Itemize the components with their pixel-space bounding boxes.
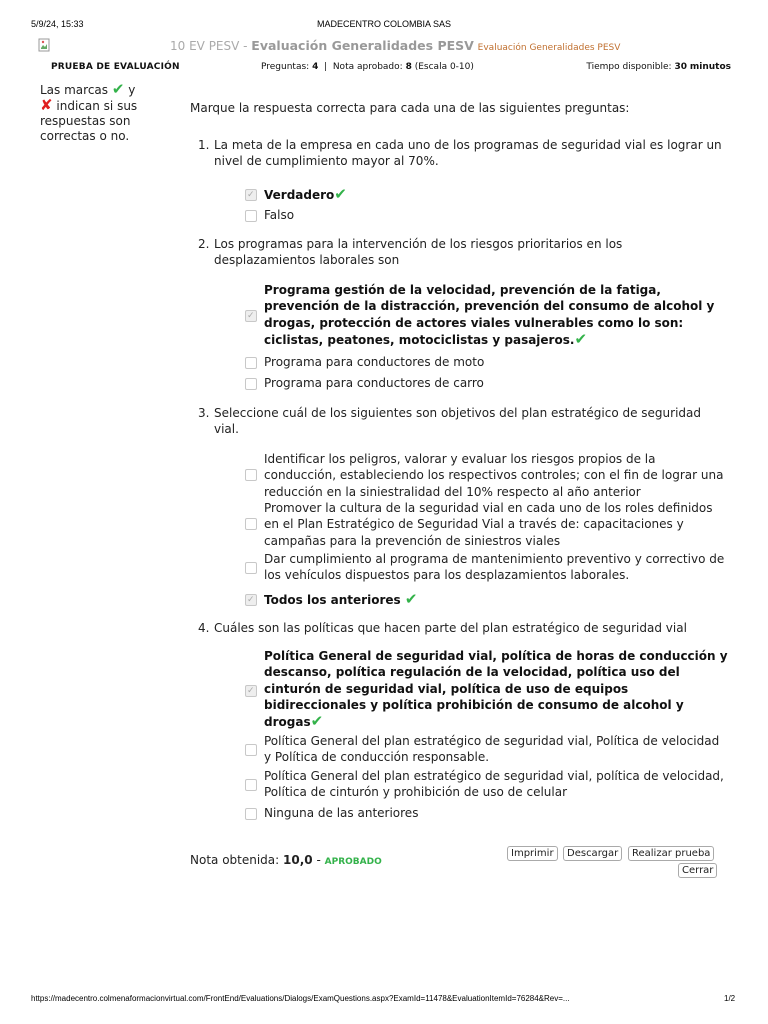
print-date: 5/9/24, 15:33 (31, 19, 84, 29)
title-course: 10 EV PESV - (170, 39, 252, 53)
answer-text: Todos los anteriores (264, 593, 401, 607)
answer-checkbox[interactable] (245, 469, 257, 481)
answer-checkbox[interactable] (245, 744, 257, 756)
answer-text: Programa para conductores de carro (264, 376, 484, 390)
grade-score: 10,0 (283, 853, 313, 867)
answer-text: Identificar los peligros, valorar y evaluar los riesgos propios de la conducción, estableciendo los respectivos controles; con el fin de lograr una reducción en la siniestralidad del 10% respecto al año anterior (264, 452, 724, 499)
time-value: 30 (674, 62, 687, 72)
print-page-number: 1/2 (724, 994, 736, 1003)
answer-checkbox[interactable] (245, 779, 257, 791)
pass-grade: 8 (405, 62, 412, 72)
grade-scale: (Escala 0-10) (414, 62, 474, 72)
grade-separator: - (316, 853, 321, 867)
title-evaluation: Evaluación Generalidades PESV (251, 38, 474, 53)
time-available (586, 62, 731, 72)
answer-checkbox[interactable] (245, 189, 257, 201)
correct-check-icon: ✔ (574, 329, 588, 348)
answer-checkbox[interactable] (245, 562, 257, 574)
question-number: 4. (198, 621, 210, 635)
answer-text: Promover la cultura de la seguridad vial en cada uno de los roles definidos en el Plan Estratégico de Seguridad Vial a través de: capacitaciones y campañas para la prevención de siniestros viales (264, 501, 713, 548)
print-button[interactable]: Imprimir (507, 846, 558, 861)
question-4 (198, 620, 724, 636)
answer-checkbox[interactable] (245, 594, 257, 606)
answer-text-line (264, 282, 728, 348)
answer-text: Ninguna de las anteriores (264, 806, 419, 820)
broken-image-icon (38, 38, 52, 52)
print-footer-url: https://madecentro.colmenaformacionvirtual.com/FrontEnd/Evaluations/Dialogs/ExamQuestions.aspx?ExamId=11478&EvaluationItemId=76284&Rev=... (31, 994, 570, 1003)
answer-checkbox[interactable] (245, 518, 257, 530)
question-number: 3. (198, 406, 210, 420)
answer-text: Política General del plan estratégico de seguridad vial, política de velocidad, Política de cinturón y prohibición de uso de celular (264, 769, 724, 800)
answer-text-line (264, 591, 728, 608)
answer-text: Programa para conductores de moto (264, 355, 485, 369)
question-2 (198, 236, 724, 268)
question-1 (198, 137, 724, 169)
answer-text: Dar cumplimiento al programa de mantenimiento preventivo y correctivo de los vehículos dispuestos para los desplazamientos laborales. (264, 552, 725, 583)
section-label: PRUEBA DE EVALUACIÓN (51, 62, 180, 72)
answer-text-line (264, 186, 728, 203)
answer-checkbox[interactable] (245, 808, 257, 820)
grade-result (190, 853, 382, 867)
question-number: 2. (198, 237, 210, 251)
pass-grade-label: Nota aprobado: (332, 62, 403, 72)
answer-text: Programa gestión de la velocidad, prevención de la fatiga, prevención de la distracción, prevención del consumo de alcohol y drogas, protección de actores viales vulnerables como lo son: ciclistas, peatones, motociclistas y pasajeros. (264, 283, 715, 347)
check-icon: ✔ (111, 80, 125, 98)
question-3 (198, 405, 724, 437)
answer-text-line (264, 648, 728, 730)
answer-checkbox[interactable] (245, 310, 257, 322)
time-label: Tiempo disponible: (586, 62, 672, 72)
marks-legend (40, 82, 150, 144)
answer-checkbox[interactable] (245, 378, 257, 390)
retake-test-button[interactable]: Realizar prueba (628, 846, 714, 861)
grade-label: Nota obtenida: (190, 853, 280, 867)
title-subtitle: Evaluación Generalidades PESV (477, 43, 621, 53)
time-unit: minutos (689, 62, 731, 72)
answer-text: Política General de seguridad vial, política de horas de conducción y descanso, política regulación de la velocidad, política uso del cinturón de seguridad vial, política de uso de equipos bidireccionales y política prohibición de consumo de alcohol y drogas (264, 649, 728, 730)
questions-count: 4 (312, 62, 319, 72)
answer-text: Política General del plan estratégico de seguridad vial, Política de velocidad y Política de conducción responsable. (264, 734, 720, 765)
legend-prefix: Las marcas (40, 83, 109, 97)
instruction-text: Marque la respuesta correcta para cada una de las siguientes preguntas: (190, 101, 630, 115)
question-text: La meta de la empresa en cada uno de los programas de seguridad vial es lograr un nivel de cumplimiento mayor al 70%. (214, 138, 722, 168)
print-org-name: MADECENTRO COLOMBIA SAS (316, 19, 452, 29)
close-button[interactable]: Cerrar (678, 863, 717, 878)
answer-checkbox[interactable] (245, 210, 257, 222)
legend-suffix: indican si sus respuestas son correctas o no. (40, 99, 138, 143)
page-title (170, 38, 620, 53)
correct-check-icon: ✔ (404, 590, 418, 608)
questions-label: Preguntas: (261, 62, 310, 72)
cross-icon: ✘ (40, 96, 53, 114)
question-number: 1. (198, 138, 210, 152)
correct-check-icon: ✔ (310, 712, 324, 731)
question-text: Los programas para la intervención de los riesgos prioritarios en los desplazamientos laborales son (214, 237, 623, 267)
correct-check-icon: ✔ (334, 185, 347, 203)
answer-text: Verdadero (264, 188, 335, 202)
question-text: Seleccione cuál de los siguientes son objetivos del plan estratégico de seguridad vial. (214, 406, 701, 436)
question-text: Cuáles son las políticas que hacen parte del plan estratégico de seguridad vial (214, 621, 687, 635)
answer-text: Falso (264, 208, 295, 222)
legend-and: y (128, 83, 136, 97)
download-button[interactable]: Descargar (563, 846, 622, 861)
status-badge: APROBADO (324, 857, 382, 867)
exam-stats: Preguntas: 4 | Nota aprobado: 8 (Escala 0-10) (261, 62, 474, 72)
answer-checkbox[interactable] (245, 357, 257, 369)
answer-checkbox[interactable] (245, 685, 257, 697)
